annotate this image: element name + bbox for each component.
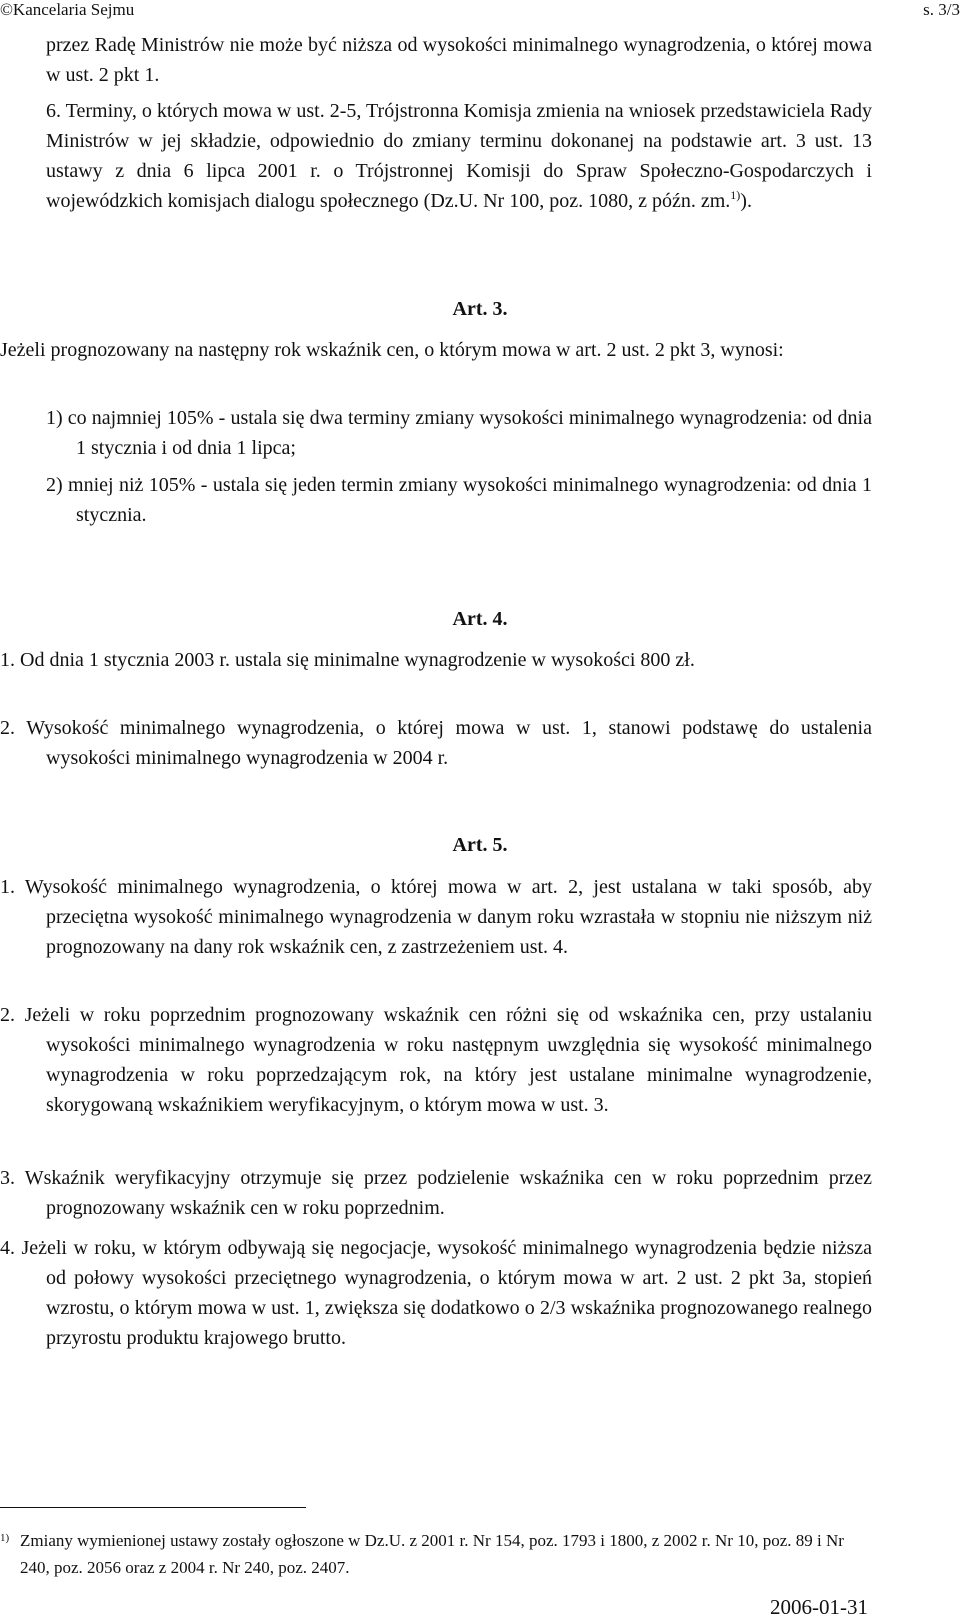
- paragraph-6-tail: ).: [740, 190, 752, 212]
- continued-paragraph: przez Radę Ministrów nie może być niższa od wysokości minimalnego wynagrodzenia, o której mowa w ust. 2 pkt 1.: [46, 34, 872, 86]
- article-3-heading: Art. 3.: [452, 298, 508, 320]
- paragraph-6-text: 6. Terminy, o których mowa w ust. 2-5, Trójstronna Komisja zmienia na wniosek przedstawiciela Rady Ministrów w jej składzie, odpowiednio do zmiany terminu dokonanej na podstawie art. 3 ust. 13 ustawy z dnia 6 lipca 2001 r. o Trójstronnej Komisji do Spraw Społeczno-Gospodarczych i wojewódzkich komisjach dialogu społecznego (Dz.U. Nr 100, poz. 1080, z późn. zm.: [46, 100, 872, 212]
- article-4-heading: Art. 4.: [452, 608, 508, 630]
- article-5-paragraph-3: 3. Wskaźnik weryfikacyjny otrzymuje się przez podzielenie wskaźnika cen w roku poprzednim przez prognozowany wskaźnik cen w roku poprzednim.: [0, 1167, 872, 1219]
- article-4-paragraph-2: 2. Wysokość minimalnego wynagrodzenia, o której mowa w ust. 1, stanowi podstawę do ustalenia wysokości minimalnego wynagrodzenia w 2004 r.: [0, 717, 872, 769]
- paragraph-6: [46, 96, 872, 216]
- footnote: [0, 1527, 872, 1581]
- article-5-paragraph-1: 1. Wysokość minimalnego wynagrodzenia, o której mowa w art. 2, jest ustalana w taki sposób, aby przeciętna wysokość minimalnego wynagrodzenia w danym roku wzrastała w stopniu nie niższym niż prognozowany na dany rok wskaźnik cen, z zastrzeżeniem ust. 4.: [0, 876, 872, 958]
- article-3-intro: Jeżeli prognozowany na następny rok wskaźnik cen, o którym mowa w art. 2 ust. 2 pkt 3, wynosi:: [0, 339, 784, 361]
- article-5-heading: Art. 5.: [452, 834, 508, 856]
- footnote-separator: [0, 1507, 306, 1508]
- footnote-reference: 1): [730, 188, 741, 202]
- article-3-item-1: 1) co najmniej 105% - ustala się dwa terminy zmiany wysokości minimalnego wynagrodzenia: od dnia 1 stycznia i od dnia 1 lipca;: [46, 407, 872, 459]
- header-page-number: s. 3/3: [923, 0, 960, 19]
- footnote-marker: 1): [0, 1532, 10, 1544]
- article-5-paragraph-4: 4. Jeżeli w roku, w którym odbywają się negocjacje, wysokość minimalnego wynagrodzenia będzie niższa od połowy wysokości przeciętnego wynagrodzenia, o którym mowa w art. 2 ust. 2 pkt 3a, stopień wzrostu, o którym mowa w ust. 1, zwiększa się dodatkowo o 2/3 wskaźnika prognozowanego realnego przyrostu produktu krajowego brutto.: [0, 1237, 872, 1349]
- article-4-paragraph-1: 1. Od dnia 1 stycznia 2003 r. ustala się minimalne wynagrodzenie w wysokości 800 zł.: [0, 649, 695, 671]
- footnote-text: Zmiany wymienionej ustawy zostały ogłoszone w Dz.U. z 2001 r. Nr 154, poz. 1793 i 1800, z 2002 r. Nr 10, poz. 89 i Nr 240, poz. 2056 oraz z 2004 r. Nr 240, poz. 2407.: [20, 1531, 844, 1577]
- footer-date: 2006-01-31: [770, 1595, 868, 1619]
- article-5-paragraph-2: 2. Jeżeli w roku poprzednim prognozowany wskaźnik cen różni się od wskaźnika cen, przy ustalaniu wysokości minimalnego wynagrodzenia w roku następnym uwzględnia się wysokość minimalnego wynagrodzenia w roku poprzedzającym rok, na który jest ustalane minimalne wynagrodzenie, skorygowaną wskaźnikiem weryfikacyjnym, o którym mowa w ust. 3.: [0, 1004, 872, 1116]
- article-3-item-2: 2) mniej niż 105% - ustala się jeden termin zmiany wysokości minimalnego wynagrodzenia: od dnia 1 stycznia.: [46, 474, 872, 526]
- header-source: ©Kancelaria Sejmu: [0, 0, 135, 19]
